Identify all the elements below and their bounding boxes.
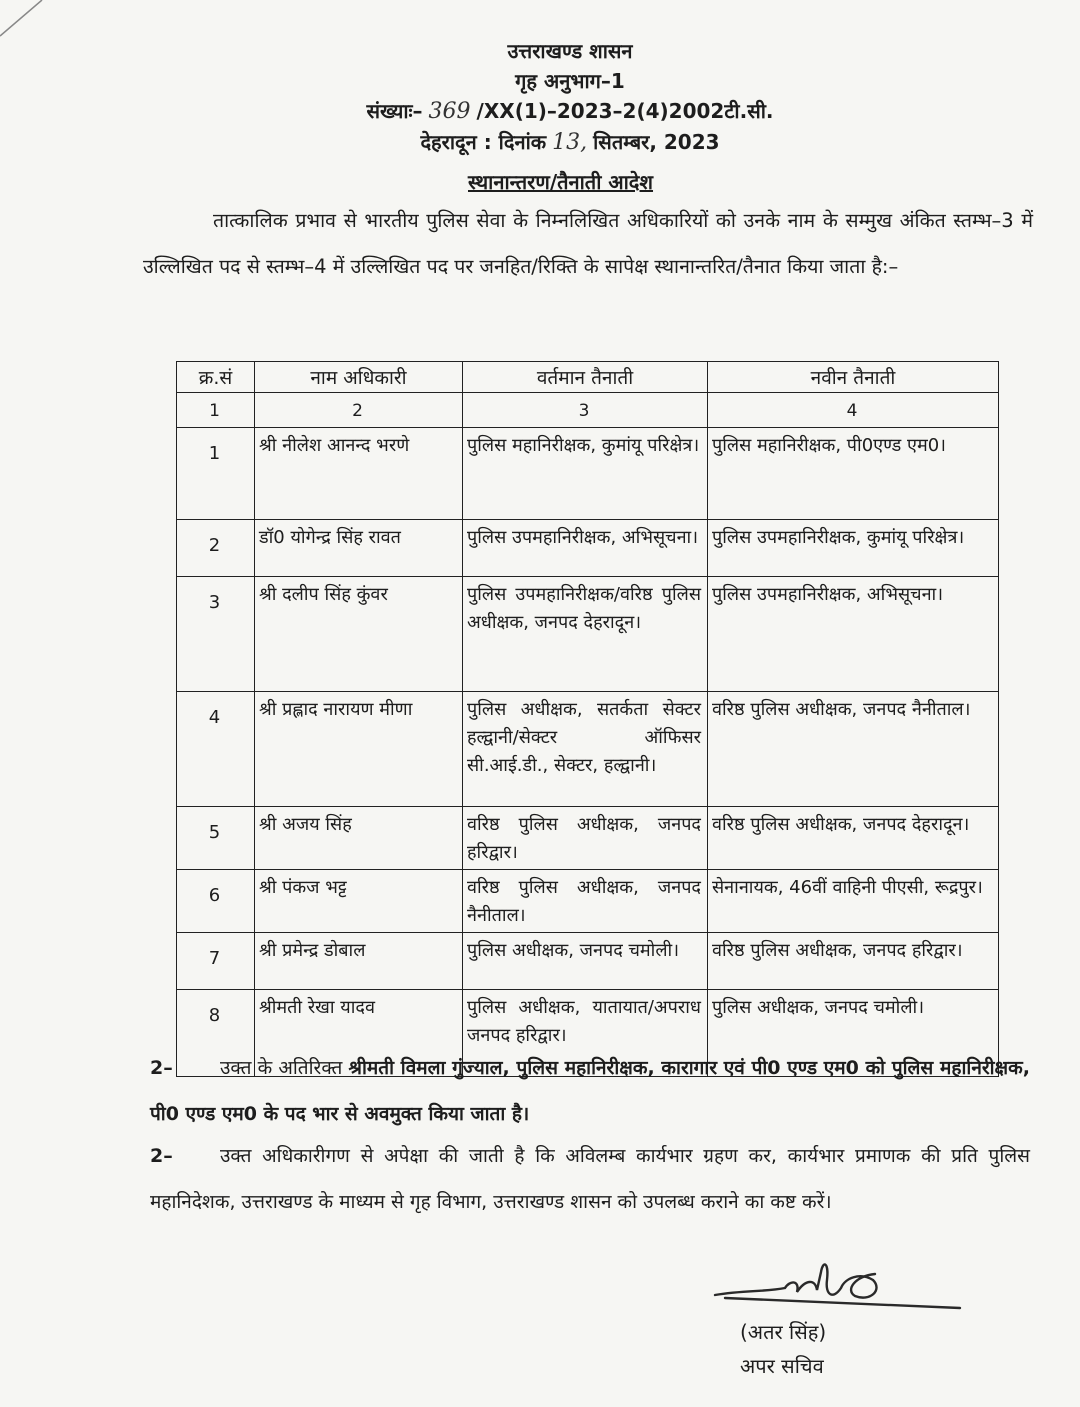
cell-current: वरिष्ठ पुलिस अधीक्षक, जनपद नैनीताल। (463, 870, 708, 933)
cell-current: वरिष्ठ पुलिस अधीक्षक, जनपद हरिद्वार। (463, 807, 708, 870)
intro-text: तात्कालिक प्रभाव से भारतीय पुलिस सेवा के निम्नलिखित अधिकारियों को उनके नाम के सम्मुख अंकित स्तम्भ–3 में उल्लिखित पद से स्तम्भ–4 में उल्लिखित पद पर जनहित/रिक्ति के सापेक्ष स्थानान्तरित/तैनात किया जाता है:– (143, 209, 1033, 278)
cell-sno: 1 (177, 428, 255, 520)
document-header (330, 36, 810, 158)
cell-current: पुलिस अधीक्षक, सतर्कता सेक्टर हल्द्वानी/सेक्टर ऑफिसर सी.आई.डी., सेक्टर, हल्द्वानी। (463, 692, 708, 807)
cell-sno: 7 (177, 933, 255, 990)
cell-current: पुलिस उपमहानिरीक्षक, अभिसूचना। (463, 520, 708, 577)
signature-scribble (705, 1250, 965, 1320)
col-number: 4 (708, 393, 999, 428)
table-row (177, 520, 999, 577)
paragraph-relieved (150, 1045, 1030, 1137)
table-row (177, 807, 999, 870)
cell-sno: 5 (177, 807, 255, 870)
table-header-row (177, 362, 999, 393)
paragraph-text: उक्त अधिकारीगण से अपेक्षा की जाती है कि अविलम्ब कार्यभार ग्रहण कर, कार्यभार प्रमाणक की प्रति पुलिस महानिदेशक, उत्तराखण्ड के माध्यम से गृह विभाग, उत्तराखण्ड शासन को उपलब्ध कराने का कष्ट करें। (150, 1145, 1030, 1213)
cell-sno: 4 (177, 692, 255, 807)
cell-current: पुलिस अधीक्षक, यातायात/अपराध जनपद हरिद्वार। (463, 990, 708, 1077)
cell-new: वरिष्ठ पुलिस अधीक्षक, जनपद हरिद्वार। (708, 933, 999, 990)
cell-current: पुलिस अधीक्षक, जनपद चमोली। (463, 933, 708, 990)
month-year: सितम्बर, 2023 (593, 130, 720, 154)
cell-sno: 3 (177, 577, 255, 692)
order-number-suffix: /XX(1)–2023–2(4)2002टी.सी. (476, 99, 774, 123)
cell-new: पुलिस उपमहानिरीक्षक, कुमांयू परिक्षेत्र। (708, 520, 999, 577)
signer-designation: अपर सचिव (740, 1354, 824, 1378)
col-header-name: नाम अधिकारी (255, 362, 463, 393)
cell-name: श्रीमती रेखा यादव (255, 990, 463, 1077)
cell-name: श्री अजय सिंह (255, 807, 463, 870)
cell-name: श्री प्रह्लाद नारायण मीणा (255, 692, 463, 807)
cell-name: श्री पंकज भट्ट (255, 870, 463, 933)
cell-new: पुलिस महानिरीक्षक, पी0एण्ड एम0। (708, 428, 999, 520)
paragraph-instructions (150, 1133, 1030, 1225)
table-row (177, 577, 999, 692)
cell-current: पुलिस महानिरीक्षक, कुमांयू परिक्षेत्र। (463, 428, 708, 520)
table-row (177, 692, 999, 807)
paragraph-number: 2– (150, 1145, 173, 1167)
col-number: 3 (463, 393, 708, 428)
order-date (330, 127, 810, 158)
paragraph-number: 2– (150, 1057, 173, 1079)
date-handwritten: 13, (552, 130, 588, 155)
col-header-new: नवीन तैनाती (708, 362, 999, 393)
order-title: स्थानान्तरण/तैनाती आदेश (468, 170, 654, 194)
order-number-label: संख्याः– (366, 99, 423, 123)
cell-current: पुलिस उपमहानिरीक्षक/वरिष्ठ पुलिस अधीक्षक, जनपद देहरादून। (463, 577, 708, 692)
cell-sno: 2 (177, 520, 255, 577)
signer-name: (अतर सिंह) (740, 1320, 827, 1344)
cell-new: वरिष्ठ पुलिस अधीक्षक, जनपद देहरादून। (708, 807, 999, 870)
table-row (177, 870, 999, 933)
col-header-current: वर्तमान तैनाती (463, 362, 708, 393)
cell-name: श्री प्रमेन्द्र डोबाल (255, 933, 463, 990)
col-number: 1 (177, 393, 255, 428)
paragraph-text: उक्त के अतिरिक्त (220, 1057, 349, 1079)
table-row (177, 933, 999, 990)
order-number (330, 96, 810, 127)
column-number-row (177, 393, 999, 428)
cell-name: डॉ0 योगेन्द्र सिंह रावत (255, 520, 463, 577)
cell-sno: 8 (177, 990, 255, 1077)
cell-name: श्री नीलेश आनन्द भरणे (255, 428, 463, 520)
paragraph-bold-text: श्रीमती विमला गुंज्याल, पुलिस महानिरीक्षक, कारागार एवं पी0 एण्ड एम0 को पुलिस महानिरीक्षक, पी0 एण्ड एम0 के पद भार से अवमुक्त किया जाता है। (150, 1057, 1030, 1125)
cell-sno: 6 (177, 870, 255, 933)
section-name: गृह अनुभाग–1 (515, 69, 625, 93)
cell-new: पुलिस उपमहानिरीक्षक, अभिसूचना। (708, 577, 999, 692)
cell-new: वरिष्ठ पुलिस अधीक्षक, जनपद नैनीताल। (708, 692, 999, 807)
govt-name: उत्तराखण्ड शासन (507, 39, 633, 63)
col-header-sno: क्र.सं (177, 362, 255, 393)
intro-paragraph (143, 198, 1033, 290)
cell-new: पुलिस अधीक्षक, जनपद चमोली। (708, 990, 999, 1077)
table-row (177, 428, 999, 520)
cell-name: श्री दलीप सिंह कुंवर (255, 577, 463, 692)
cell-new: सेनानायक, 46वीं वाहिनी पीएसी, रूद्रपुर। (708, 870, 999, 933)
place-date-label: देहरादून : दिनांक (420, 130, 547, 154)
postings-table (176, 361, 999, 1077)
corner-fold-line (0, 0, 60, 40)
order-number-handwritten: 369 (428, 99, 471, 124)
col-number: 2 (255, 393, 463, 428)
